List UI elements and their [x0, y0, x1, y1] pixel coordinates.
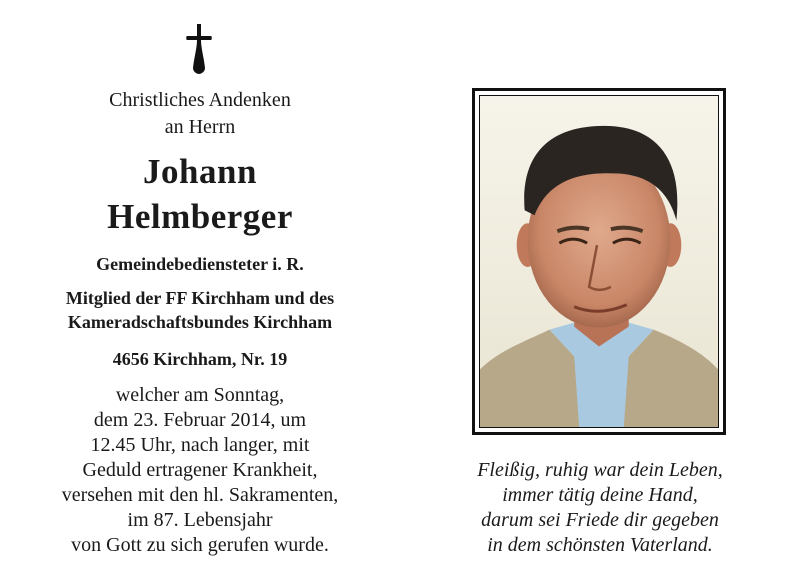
body-line: versehen mit den hl. Sakramenten, [61, 484, 339, 506]
body-line: Geduld ertragener Krankheit, [82, 459, 318, 481]
body-line: von Gott zu sich gerufen wurde. [71, 534, 329, 556]
portrait-photo [479, 95, 719, 428]
membership-line: Kameradschaftsbundes Kirchham [67, 312, 333, 332]
body-line: dem 23. Februar 2014, um [93, 409, 307, 431]
body-line: 12.45 Uhr, nach langer, mit [90, 434, 310, 456]
address: 4656 Kirchham, Nr. 19 [112, 349, 288, 369]
body-line: welcher am Sonntag, [115, 384, 285, 406]
cross-icon [183, 22, 215, 76]
first-name: Johann [143, 152, 257, 191]
verse-line: immer tätig deine Hand, [502, 484, 698, 506]
body-line: im 87. Lebensjahr [127, 509, 273, 531]
portrait-frame [472, 88, 726, 435]
verse-line: in dem schönsten Vaterland. [487, 534, 713, 556]
membership-line: Mitglied der FF Kirchham und des [65, 288, 335, 308]
intro-line: an Herrn [164, 116, 236, 138]
verse-line: darum sei Friede dir gegeben [481, 509, 719, 531]
occupation: Gemeindebediensteter i. R. [96, 254, 304, 274]
intro-line: Christliches Andenken [109, 89, 291, 111]
verse [440, 458, 760, 558]
verse-line: Fleißig, ruhig war dein Leben, [477, 459, 723, 481]
last-name: Helmberger [107, 197, 293, 236]
